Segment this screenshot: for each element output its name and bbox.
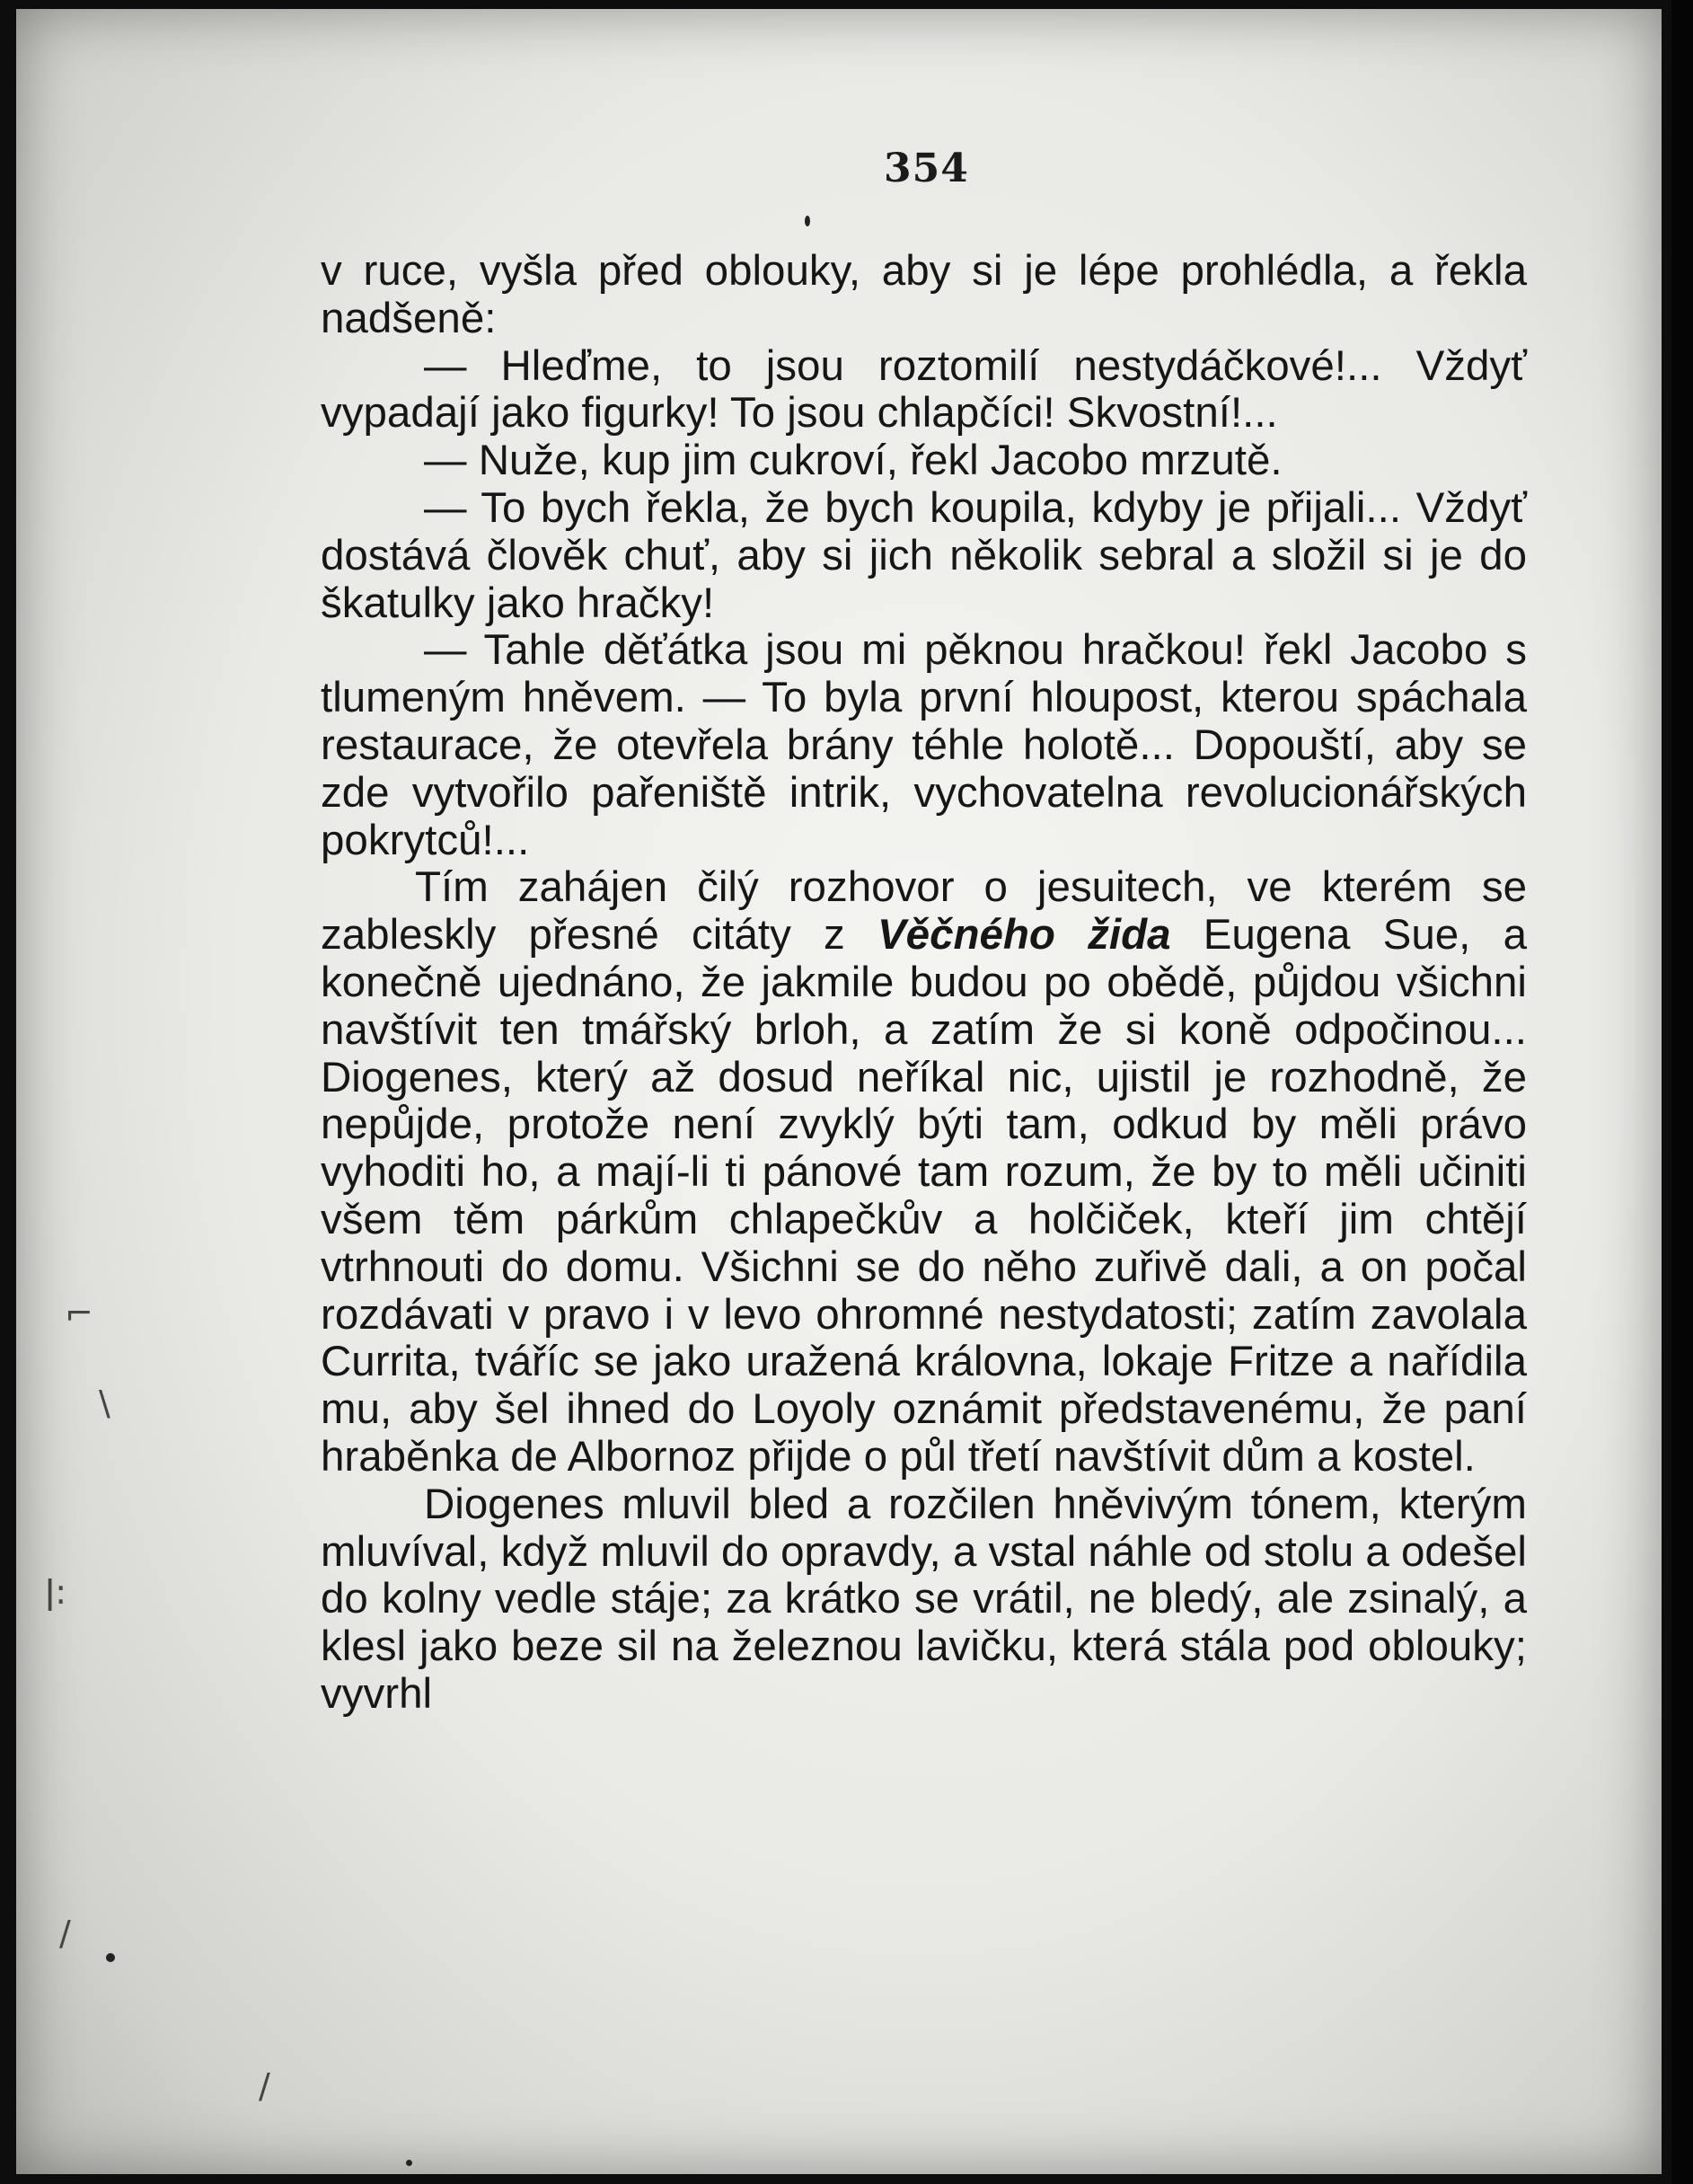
- paragraph-4: — To bych řekla, že bych koupila, kdyby je přijali... Vždyť dostává člověk chuť, aby si jich několik sebral a složil si je do škatulky jako hračky!: [321, 483, 1527, 627]
- paragraph-1: v ruce, vyšla před oblouky, aby si je lépe prohlédla, a řekla nadšeně:: [321, 247, 1527, 342]
- paragraph-5: — Tahle děťátka jsou mi pěknou hračkou! řekl Jacobo s tlumeným hněvem. — To byla první hloupost, kterou spáchala restaurace, že otevřela brány téhle holotě... Dopouští, aby se zde vytvořilo pařeniště intrik, vychovatelna revolucionářských pokrytců!...: [321, 626, 1527, 864]
- book-title-italic: Věčného žida: [877, 911, 1171, 959]
- paragraph-3: — Nuže, kup jim cukroví, řekl Jacobo mrzutě.: [424, 437, 1283, 485]
- paragraph-7: Diogenes mluvil bled a rozčilen hněvivým tónem, kterým mluvíval, když mluvil do opravdy, a vstal náhle od stolu a odešel do kolny vedle stáje; za krátko se vrátil, ne bledý, ale zsinalý, a klesl jako beze sil na železnou lavičku, která stála pod oblouky; vyvrhl: [321, 1480, 1527, 1718]
- scan-edge-shadow: [1671, 0, 1693, 2184]
- margin-scratch: /: [259, 2066, 270, 2106]
- margin-scratch: ǀ:: [45, 1572, 67, 1612]
- paragraph-6-text-after: Eugena Sue, a konečně ujednáno, že jakmile budou po obědě, půjdou všichni navštívit ten tmářský brloh, a zatím že si koně odpočinou... Diogenes, který až dosud neříkal nic, ujistil je rozhodně, že nepůjde, protože není zvyklý býti tam, odkud by měli právo vyhoditi ho, a mají-li ti pánové tam rozum, že by to měli učiniti všem těm párkům chlapečkův a holčiček, kteří jim chtějí vtrhnouti do domu. Všichni se do něho zuřivě dali, a on počal rozdávati v pravo i v levo ohromné nestydatosti; zatím zavolala Currita, tváříc se jako uražená královna, lokaje Fritze a nařídila mu, aby šel ihned do Loyoly oznámit představenému, že paní hraběnka de Albornoz přijde o půl třetí navštívit dům a kostel.: [321, 911, 1527, 1481]
- page-number: 354: [884, 146, 969, 191]
- ink-speck: [406, 2160, 412, 2166]
- ink-speck: [106, 1953, 115, 1962]
- body-text: [321, 248, 1527, 1719]
- margin-scratch: ⌐: [65, 1294, 93, 1333]
- paragraph-2: — Hleďme, to jsou roztomilí nestydáčkové!... Vždyť vypadají jako figurky! To jsou chlapčíci! Skvostní!...: [321, 341, 1527, 438]
- margin-scratch: /: [59, 1914, 71, 1953]
- ink-speck: [805, 216, 810, 226]
- margin-scratch: \: [99, 1384, 110, 1423]
- paragraph-6: [321, 864, 1527, 1481]
- paragraph-6-text-before: Tím zahájen čilý rozhovor o jesuitech, ve kterém se zableskly přesné citáty z: [321, 863, 1527, 959]
